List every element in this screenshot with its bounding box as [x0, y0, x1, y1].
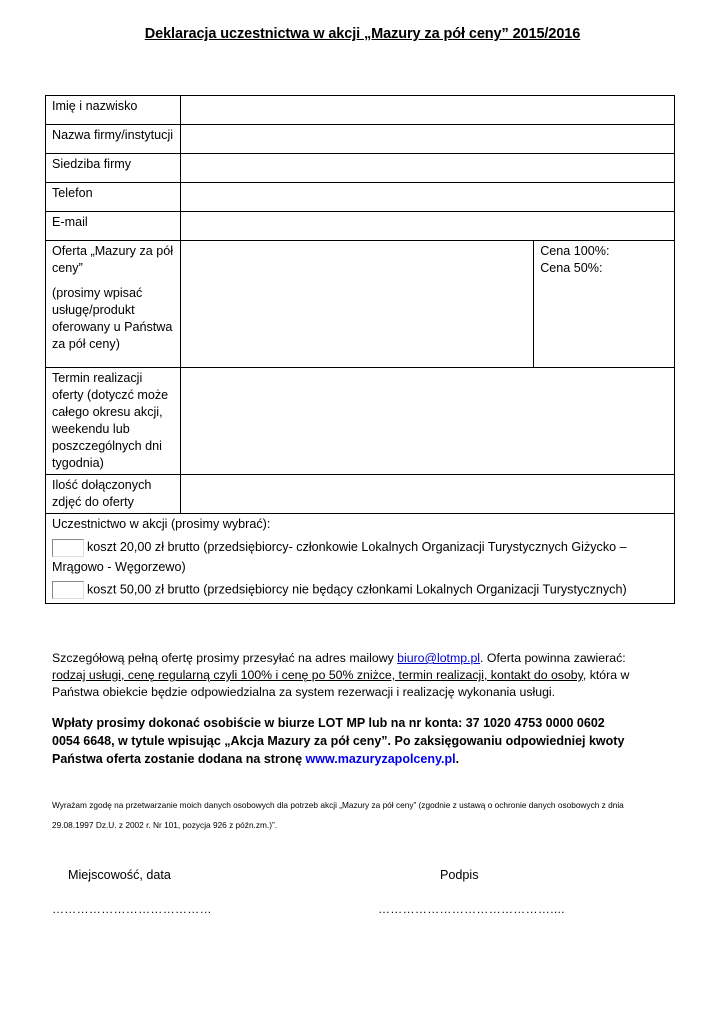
price-100-label: Cena 100%: [540, 244, 610, 258]
offer-field[interactable] [180, 241, 533, 368]
required-fields-text: rodzaj usługi, cenę regularną czyli 100% i cenę po 50% zniżce, termin realizacji, kontakt do osoby [52, 668, 583, 682]
payment-text-end: . [455, 752, 460, 766]
participation-label: Uczestnictwo w akcji (prosimy wybrać): [52, 517, 271, 531]
place-date-line[interactable]: ………………………………… [52, 902, 212, 916]
info-paragraph [52, 650, 632, 701]
consent-text: Wyrażam zgodę na przetwarzanie moich danych osobowych dla potrzeb akcji „Mazury za pół ceny” (zgodnie z ustawą o ochronie danych osobowych z dnia 29.08.1997 Dz.U. z 2002 r. Nr 101, pozycja 926 z późn.zm.)”. [52, 800, 624, 830]
seat-field[interactable] [180, 154, 674, 183]
option-2-label: koszt 50,00 zł brutto (przedsiębiorcy nie będący członkami Lokalnych Organizacji Turystycznych) [87, 582, 627, 597]
email-label: E-mail [46, 212, 181, 241]
company-field[interactable] [180, 125, 674, 154]
email-field[interactable] [180, 212, 674, 241]
sign-line[interactable]: …………………………………….... [378, 902, 565, 916]
name-field[interactable] [180, 96, 674, 125]
offer-hint: (prosimy wpisać usługę/produkt oferowany u Państwa za pół ceny) [52, 286, 173, 351]
option-2-checkbox[interactable] [52, 581, 84, 599]
participation-cell [46, 514, 675, 604]
info-text-mid: . Oferta powinna zawierać: [480, 651, 626, 665]
offer-label-cell [46, 241, 181, 368]
photos-field[interactable] [180, 475, 674, 514]
price-50-label: Cena 50%: [540, 261, 603, 275]
email-link[interactable]: biuro@lotmp.pl [397, 651, 481, 665]
option-1-checkbox[interactable] [52, 539, 84, 557]
info-text-end: , która w Państwa obiekcie będzie odpowiedzialna za system rezerwacji i realizację wykonania usługi. [52, 668, 630, 699]
website-link[interactable]: www.mazuryzapolceny.pl [305, 752, 456, 766]
phone-field[interactable] [180, 183, 674, 212]
price-cell[interactable] [534, 241, 675, 368]
sign-label: Podpis [440, 868, 479, 882]
company-label: Nazwa firmy/instytucji [46, 125, 181, 154]
payment-paragraph [52, 714, 632, 768]
offer-label: Oferta „Mazury za pół ceny” [52, 244, 174, 275]
option-1-label: koszt 20,00 zł brutto (przedsiębiorcy- członkowie Lokalnych Organizacji Turystycznych Giżycko – Mrągowo - Węgorzewo) [52, 540, 627, 574]
phone-label: Telefon [46, 183, 181, 212]
option-2 [52, 577, 668, 599]
term-label: Termin realizacji oferty (dotyczć może całego okresu akcji, weekendu lub poszczególnych dni tygodnia) [46, 368, 181, 475]
photos-label: Ilość dołączonych zdjęć do oferty [46, 475, 181, 514]
info-text-start: Szczegółową pełną ofertę prosimy przesyłać na adres mailowy [52, 651, 398, 665]
payment-text: Wpłaty prosimy dokonać osobiście w biurze LOT MP lub na nr konta: 37 1020 4753 0000 0602 0054 6648, w tytule wpisując „Akcja Mazury za pół ceny”. Po zaksięgowaniu odpowiedniej kwoty Państwa oferta zostanie dodana na stronę [52, 716, 625, 766]
name-label: Imię i nazwisko [46, 96, 181, 125]
term-field[interactable] [180, 368, 674, 475]
declaration-form [45, 95, 675, 604]
option-1 [52, 533, 668, 577]
page-title: Deklaracja uczestnictwa w akcji „Mazury za pół ceny” 2015/2016 [144, 26, 581, 42]
seat-label: Siedziba firmy [46, 154, 181, 183]
place-date-label: Miejscowość, data [68, 868, 171, 882]
